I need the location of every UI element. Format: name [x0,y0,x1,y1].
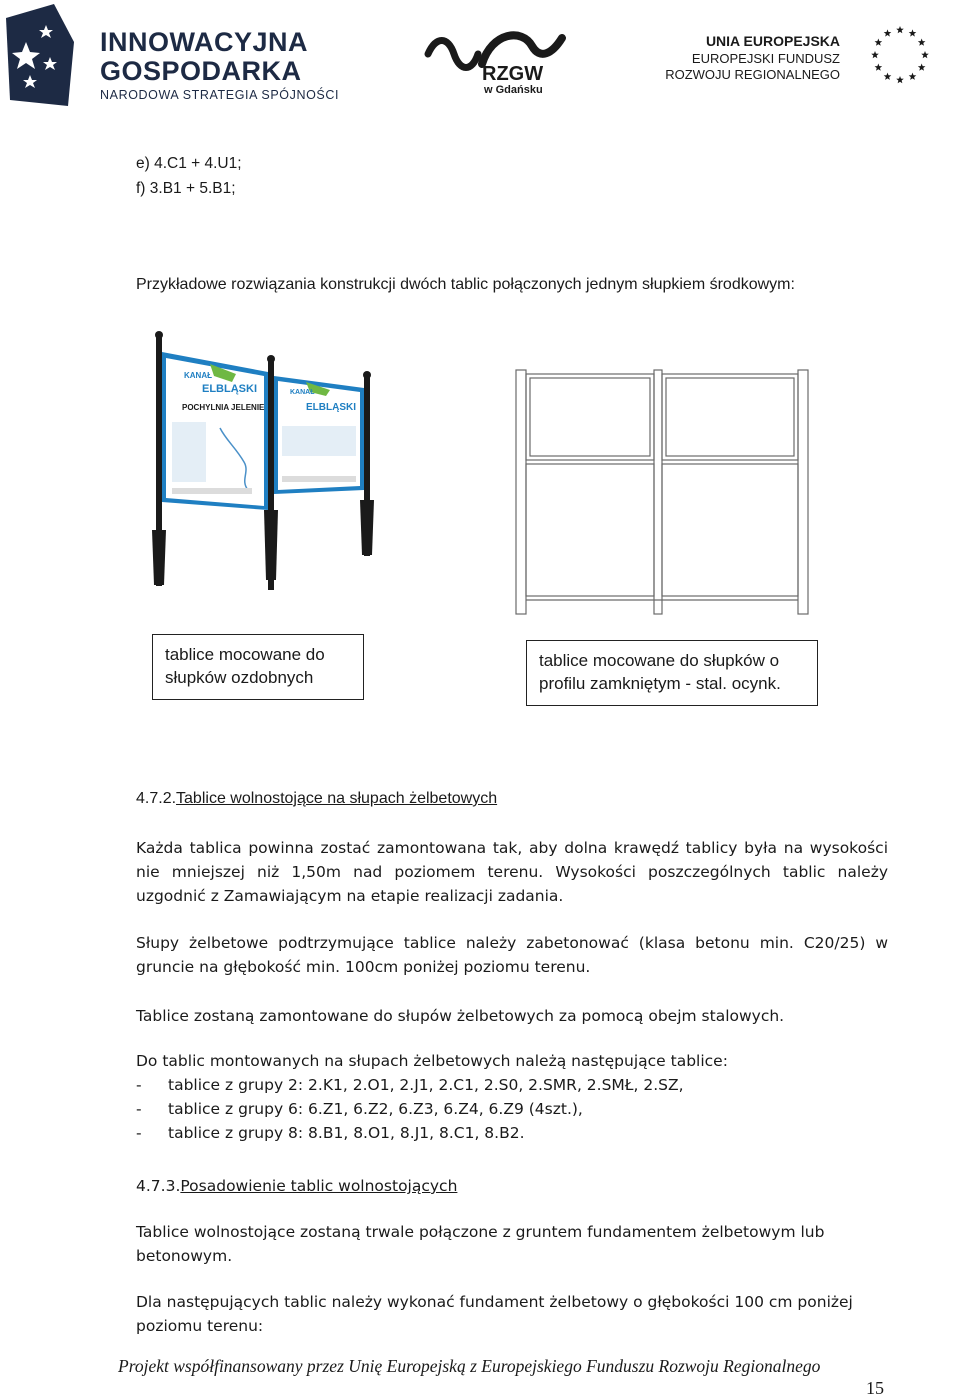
info-board-2 [274,376,364,494]
eu-label-line1: UNIA EUROPEJSKA [705,33,840,49]
innowacyjna-gospodarka-logo-icon [4,2,74,106]
steel-board-top-left [526,374,654,460]
list-item-e: e) 4.C1 + 4.U1; [136,155,242,172]
section-472-title: Tablice wolnostojące na słupach żelbetowych [176,790,498,807]
section-473-number: 4.7.3. [136,1177,181,1195]
bullet-marker: - [136,1124,142,1142]
board2-title-a: KANAŁ [290,389,315,396]
eu-star-icon [918,39,926,46]
eu-star-icon [896,76,904,83]
info-board-1 [162,352,268,510]
footer-text: Projekt współfinansowany przez Unię Europejską z Europejskiego Funduszu Rozwoju Regionalnego [118,1356,821,1376]
eu-star-icon [871,51,879,58]
ig-logo-line1: INNOWACYJNA [100,27,309,57]
section-472-bullet-list [136,1073,684,1145]
steel-post-middle [654,370,662,614]
list-item [136,1073,684,1097]
bullet-marker: - [136,1100,142,1118]
eu-star-icon [896,26,904,33]
eu-star-icon [875,39,883,46]
steel-post-left [516,370,526,614]
section-473-paragraph-1: Tablice wolnostojące zostaną trwale połączone z gruntem fundamentem żelbetowym lub betonowym. [136,1223,825,1265]
decorative-boards-figure [140,330,380,600]
intro-paragraph: Przykładowe rozwiązania konstrukcji dwóch tablic połączonych jednym słupkiem środkowym: [136,276,795,293]
bullet-text: tablice z grupy 8: 8.B1, 8.O1, 8.J1, 8.C1, 8.B2. [168,1124,525,1142]
section-472-paragraph-4: Do tablic montowanych na słupach żelbetowych należą następujące tablice: [136,1052,728,1070]
eu-star-icon [921,51,929,58]
list-item-f: f) 3.B1 + 5.B1; [136,180,236,197]
section-472-paragraph-1: Każda tablica powinna zostać zamontowana tak, aby dolna krawędź tablicy była na wysokości nie mniejszej niż 1,50m nad poziomem terenu. Wysokości poszczególnych tablic należy uzgodnić z Zamawiającym na etapie realizacji zadania. [136,839,888,905]
section-473-title: Posadowienie tablic wolnostojących [180,1177,458,1195]
section-472-heading [136,790,497,808]
eu-star-icon [884,29,892,36]
section-472-number: 4.7.2. [136,790,177,807]
ig-logo-line2: GOSPODARKA [100,56,302,86]
eu-star-icon [875,64,883,71]
board2-title-b: ELBLĄSKI [306,402,356,413]
caption-right: tablice mocowane do słupków o profilu zamkniętym - stal. ocynk. [526,640,818,706]
bullet-marker: - [136,1076,142,1094]
ig-logo-line3: NARODOWA STRATEGIA SPÓJNOŚCI [100,88,340,102]
steel-post-right [798,370,808,614]
rzgw-logo-city: w Gdańsku [484,84,543,96]
rzgw-logo-icon [422,24,572,96]
section-472-paragraph-2: Słupy żelbetowe podtrzymujące tablice należy zabetonować (klasa betonu min. C20/25) w gruncie na głębokość min. 100cm poniżej poziomu terenu. [136,934,888,976]
rzgw-logo-name: RZGW [482,63,544,85]
eu-label-line3: ROZWOJU REGIONALNEGO [665,67,840,82]
eu-star-icon [909,73,917,80]
board1-subtitle: POCHYLNIA JELENIE [182,403,265,412]
list-item [136,1097,684,1121]
bullet-text: tablice z grupy 6: 6.Z1, 6.Z2, 6.Z3, 6.Z4, 6.Z9 (4szt.), [168,1100,583,1118]
steel-board-bottom-left [526,464,654,596]
section-473-paragraph-2: Dla następujących tablic należy wykonać fundament żelbetowy o głębokości 100 cm poniżej poziomu terenu: [136,1293,853,1335]
steel-board-bottom-right [662,464,798,596]
steel-frame-figure [514,368,810,616]
list-item [136,1121,684,1145]
section-472-paragraph-3: Tablice zostaną zamontowane do słupów żelbetowych za pomocą obejm stalowych. [136,1007,785,1025]
caption-left: tablice mocowane do słupków ozdobnych [152,634,364,700]
eu-stars-icon [866,22,934,88]
eu-star-icon [884,73,892,80]
eu-star-icon [918,64,926,71]
page-number: 15 [866,1378,884,1398]
eu-star-icon [909,29,917,36]
steel-board-top-right [662,374,798,460]
board1-title-a: KANAŁ [184,371,212,380]
board1-title-b: ELBLĄSKI [202,383,257,395]
eu-label-line2: EUROPEJSKI FUNDUSZ [691,51,840,66]
bullet-text: tablice z grupy 2: 2.K1, 2.O1, 2.J1, 2.C1, 2.S0, 2.SMR, 2.SMŁ, 2.SZ, [168,1076,684,1094]
section-473-heading [136,1174,457,1198]
